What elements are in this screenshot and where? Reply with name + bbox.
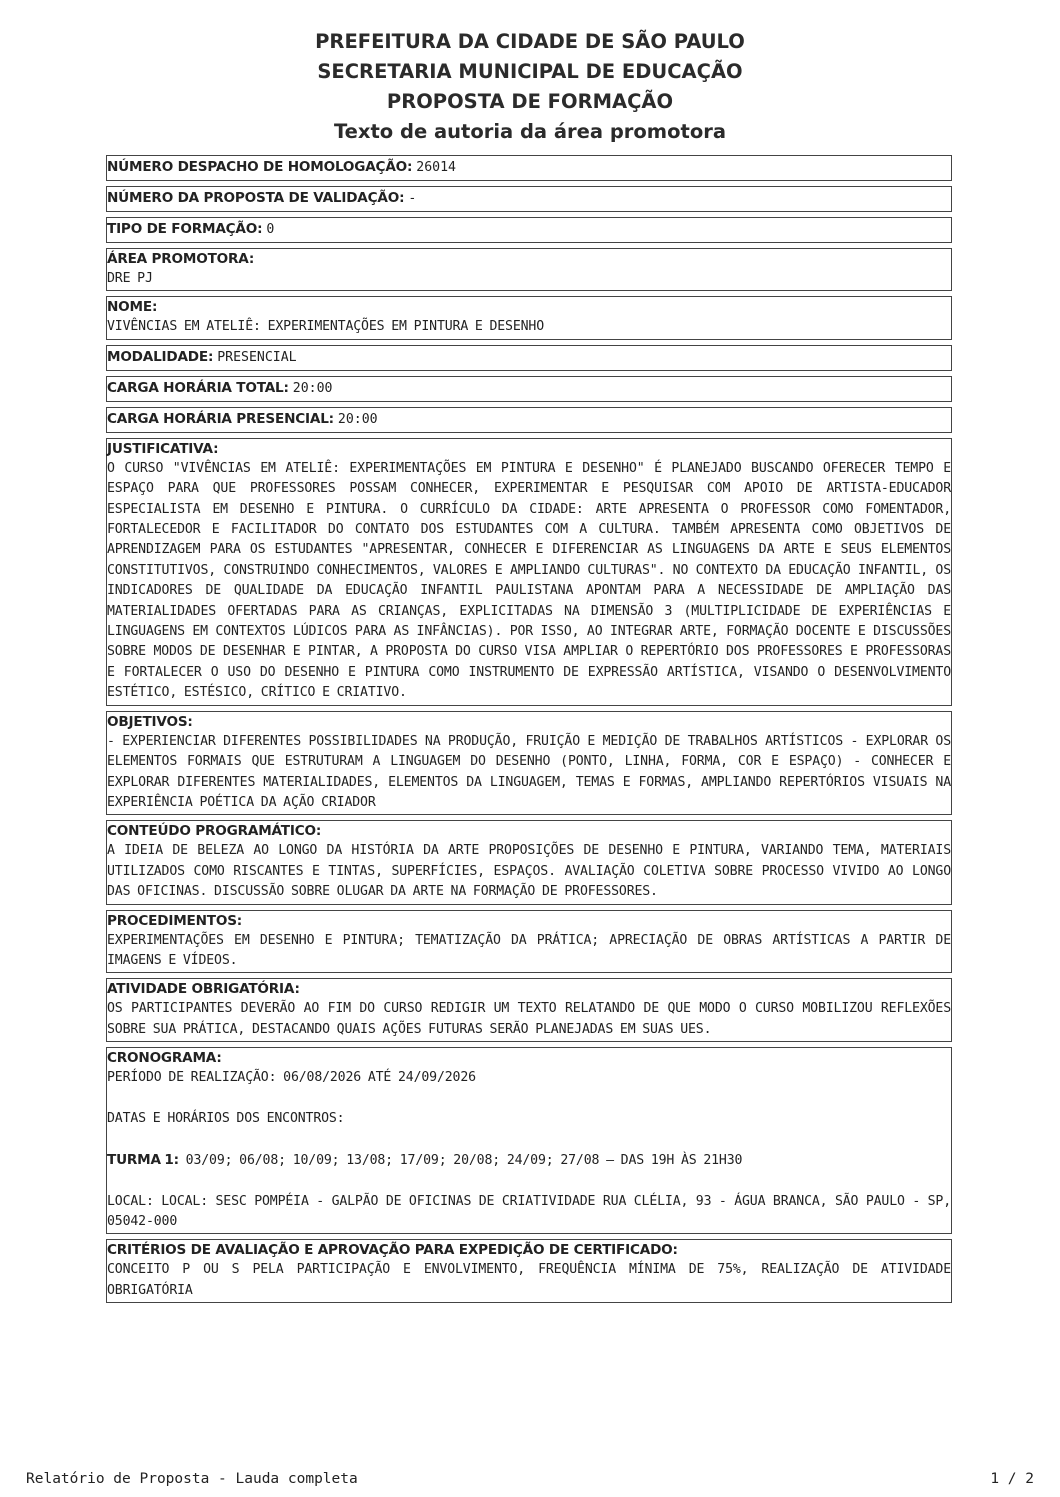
field-label: ÁREA PROMOTORA: [107,251,255,267]
field-validacao [106,186,952,212]
field-value: 20:00 [292,380,333,396]
field-label: CRITÉRIOS DE AVALIAÇÃO E APROVAÇÃO PARA EXPEDIÇÃO DE CERTIFICADO: [107,1242,678,1259]
field-label: JUSTIFICATIVA: [107,440,219,457]
cronograma-datas-label: DATAS E HORÁRIOS DOS ENCONTROS: [107,1110,345,1126]
header-subtitle: Texto de autoria da área promotora [333,120,727,143]
field-modalidade [106,345,952,371]
field-value: OS PARTICIPANTES DEVERÃO AO FIM DO CURSO REDIGIR UM TEXTO RELATANDO DE QUE MODO O CURSO MOBILIZOU REFLEXÕES SOBRE SUA PRÁTICA, DESTACANDO QUAIS AÇÕES FUTURAS SERÃO PLANEJADAS EM SUAS UES. [107,1001,951,1037]
cronograma-turma [107,1150,951,1171]
field-conteudo [106,820,952,904]
field-nome [106,296,952,339]
field-atividade [106,978,952,1042]
field-value: PRESENCIAL [217,349,297,365]
field-value: - EXPERIENCIAR DIFERENTES POSSIBILIDADES NA PRODUÇÃO, FRUIÇÃO E MEDIÇÃO DE TRABALHOS ARTÍSTICOS - EXPLORAR OS ELEMENTOS FORMAIS QUE ESTRUTURAM A LINGUAGEM DO DESENHO (PONTO, LINHA, FORMA, COR E ESPAÇO) - CONHECER E EXPLORAR DIFERENTES MATERIALIDADES, ELEMENTOS DA LINGUAGEM, TEMAS E FORMAS, AMPLIANDO REPERTÓRIOS VISUAIS NA EXPERIÊNCIA POÉTICA DA AÇÃO CRIADOR [107,733,951,810]
field-label: CRONOGRAMA: [107,1050,222,1067]
field-despacho [106,155,952,181]
field-value: 26014 [416,160,456,175]
field-criterios [106,1239,952,1303]
field-carga-presencial [106,407,952,433]
document-header [0,27,1060,147]
field-tipo [106,217,952,243]
header-secretaria: SECRETARIA MUNICIPAL DE EDUCAÇÃO [317,60,743,83]
field-procedimentos [106,910,952,974]
field-label: NOME: [107,299,158,316]
field-value: O CURSO "VIVÊNCIAS EM ATELIÊ: EXPERIMENTAÇÕES EM PINTURA E DESENHO" É PLANEJADO BUSCANDO OFERECER TEMPO E ESPAÇO PARA QUE PROFESSORES POSSAM CONHECER, EXPERIMENTAR E PESQUISAR COM APOIO DE ARTISTA-EDUCADOR ESPECIALISTA EM DESENHO E PINTURA. O CURRÍCULO DA CIDADE: ARTE APRESENTA O PROFESSOR COMO FOMENTADOR, FORTALECEDOR E FACILITADOR DO CONTATO DOS ESTUDANTES COM A CULTURA. TAMBÉM APRESENTA COMO OBJETIVOS DE APRENDIZAGEM PARA OS ESTUDANTES "APRESENTAR, CONHECER E DIFERENCIAR AS LINGUAGENS DA ARTE E SEUS ELEMENTOS CONSTITUTIVOS, CONSTRUINDO CONHECIMENTOS, VALORES E AMPLIANDO CULTURAS". NO CONTEXTO DA EDUCAÇÃO INFANTIL, OS INDICADORES DE QUALIDADE DA EDUCAÇÃO INFANTIL PAULISTANA APONTAM PARA A NECESSIDADE DE AMPLIAÇÃO DAS MATERIALIDADES OFERTADAS PARA AS CRIANÇAS, EXPLICITADAS NA DIMENSÃO 3 (MULTIPLICIDADE DE EXPERIÊNCIAS E LINGUAGENS EM CONTEXTOS LÚDICOS PARA AS INFÂNCIAS). POR ISSO, AO INTEGRAR ARTE, FORMAÇÃO DOCENTE E DISCUSSÕES SOBRE MODOS DE DESENHAR E PINTAR, A PROPOSTA DO CURSO VISA AMPLIAR O REPERTÓRIO DOS PROFESSORES E PROFESSORAS E FORTALECER O USO DO DESENHO E PINTURA COMO INSTRUMENTO DE EXPRESSÃO ARTÍSTICA, VISANDO O DESENVOLVIMENTO ESTÉTICO, ESTÉSICO, CRÍTICO E CRIATIVO. [107,460,951,701]
field-cronograma [106,1047,952,1234]
field-label: OBJETIVOS: [107,713,193,730]
field-value: DRE PJ [107,271,153,286]
header-prefeitura: PREFEITURA DA CIDADE DE SÃO PAULO [315,30,745,53]
fields-container [106,155,952,1308]
field-value: A IDEIA DE BELEZA AO LONGO DA HISTÓRIA DA ARTE PROPOSIÇÕES DE DESENHO E PINTURA, VARIANDO TEMA, MATERIAIS UTILIZADOS COMO RISCANTES E TINTAS, SUPERFÍCIES, ESPAÇOS. AVALIAÇÃO COLETIVA SOBRE PROCESSO VIVIDO AO LONGO DAS OFICINAS. DISCUSSÃO SOBRE OLUGAR DA ARTE NA FORMAÇÃO DE PROFESSORES. [107,843,951,900]
field-area [106,248,952,291]
field-label: ATIVIDADE OBRIGATÓRIA: [107,981,300,998]
cronograma-periodo: PERÍODO DE REALIZAÇÃO: 06/08/2026 ATÉ 24/09/2026 [107,1070,476,1086]
field-value: 20:00 [337,411,378,427]
footer-title: Relatório de Proposta - Lauda completa [26,1471,358,1487]
field-value: CONCEITO P OU S PELA PARTICIPAÇÃO E ENVOLVIMENTO, FREQUÊNCIA MÍNIMA DE 75%, REALIZAÇÃO DE ATIVIDADE OBRIGATÓRIA [107,1262,951,1298]
cronograma-local: LOCAL: LOCAL: SESC POMPÉIA - GALPÃO DE OFICINAS DE CRIATIVIDADE RUA CLÉLIA, 93 - ÁGUA BRANCA, SÃO PAULO - SP, 05042-000 [107,1193,951,1229]
field-label: PROCEDIMENTOS: [107,912,243,929]
field-carga-total [106,376,952,402]
field-objetivos [106,711,952,816]
field-label: NÚMERO DA PROPOSTA DE VALIDAÇÃO: [107,190,405,206]
field-label: MODALIDADE: [107,348,214,365]
field-label: NÚMERO DESPACHO DE HOMOLOGAÇÃO: [107,159,413,175]
field-label: CARGA HORÁRIA TOTAL: [107,379,289,396]
field-value: 0 [266,222,275,237]
field-value: VIVÊNCIAS EM ATELIÊ: EXPERIMENTAÇÕES EM PINTURA E DESENHO [107,319,545,335]
field-justificativa [106,438,952,706]
field-label: TIPO DE FORMAÇÃO: [107,221,263,237]
field-value: - [408,191,417,206]
field-label: CONTEÚDO PROGRAMÁTICO: [107,823,322,840]
turma-value: 03/09; 06/08; 10/09; 13/08; 17/09; 20/08; 24/09; 27/08 — DAS 19H ÀS 21H30 [185,1152,743,1168]
page-number: 1 / 2 [990,1471,1034,1487]
field-value: EXPERIMENTAÇÕES EM DESENHO E PINTURA; TEMATIZAÇÃO DA PRÁTICA; APRECIAÇÃO DE OBRAS ARTÍSTICAS A PARTIR DE IMAGENS E VÍDEOS. [107,932,951,968]
header-proposta: PROPOSTA DE FORMAÇÃO [386,90,674,113]
field-label: CARGA HORÁRIA PRESENCIAL: [107,410,334,427]
turma-label: TURMA 1: [107,1151,179,1168]
